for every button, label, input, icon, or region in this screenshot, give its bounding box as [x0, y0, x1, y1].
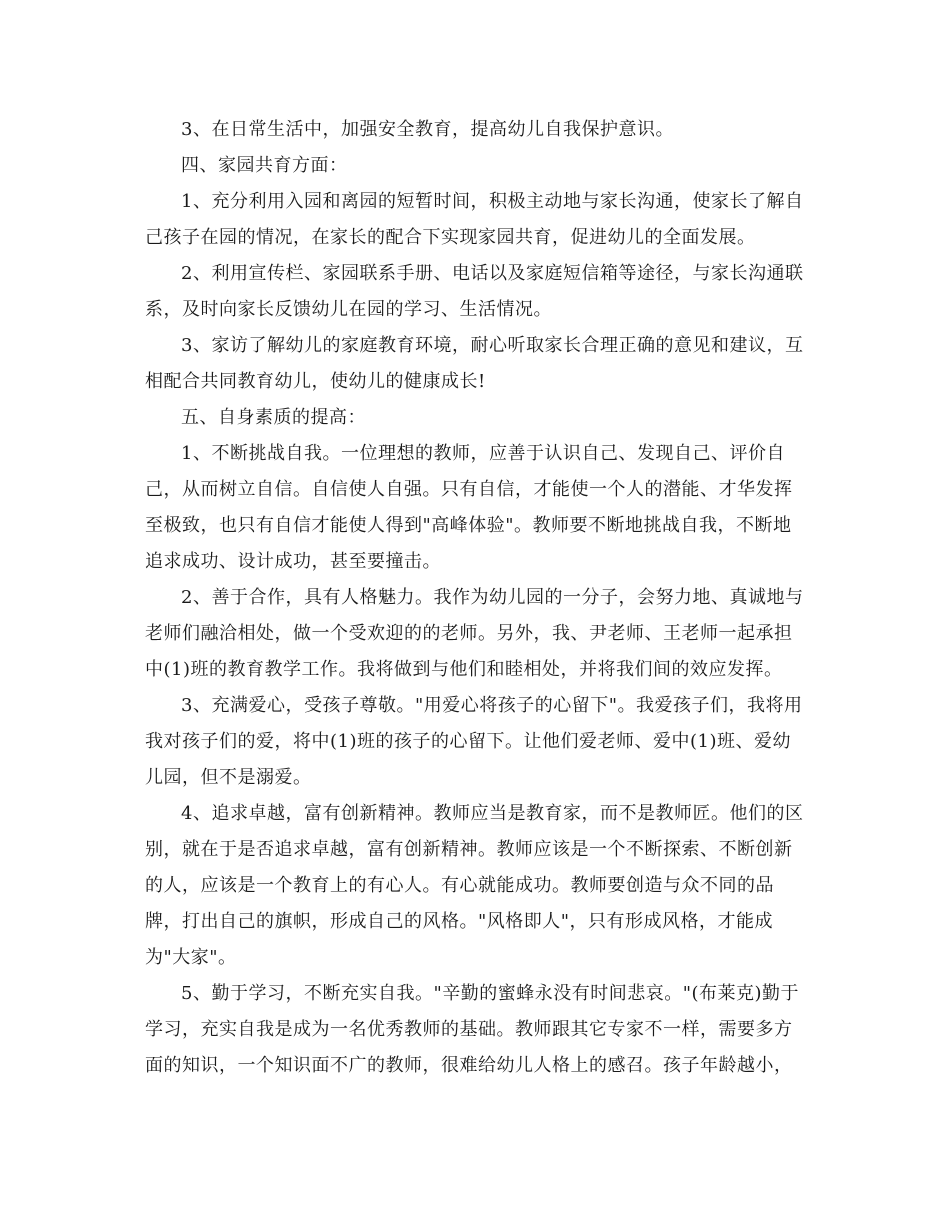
- paragraph-parent-communication: 1、充分利用入园和离园的短暂时间，积极主动地与家长沟通，使家长了解自 己孩子在园的情况，在家长的配合下实现家园共育，促进幼儿的全面发展。: [145, 191, 804, 248]
- section-heading-self-improvement: 五、自身素质的提高：: [181, 407, 366, 428]
- paragraph-excellence: 4、追求卓越，富有创新精神。教师应当是教育家，而不是教师匠。他们的区 别，就在于是否追求卓越，富有创新精神。教师应该是一个不断探索、不断创新 的人，应该是一个教育上的有心人。有心就能成功。教师要创造与众不同的品 牌，打出自己的旗帜，形成自己的风格。"风格即人"，只有形成风格，才能成 为"大家"。: [145, 803, 804, 968]
- paragraph-feedback-channels: 2、利用宣传栏、家园联系手册、电话以及家庭短信箱等途径，与家长沟通联 系，及时向家长反馈幼儿在园的学习、生活情况。: [145, 263, 804, 320]
- section-heading-home-school: 四、家园共育方面：: [181, 155, 348, 176]
- paragraph-challenge-self: 1、不断挑战自我。一位理想的教师，应善于认识自己、发现自己、评价自 己，从而树立自信。自信使人自强。只有自信，才能使一个人的潜能、才华发挥 至极致，也只有自信才能使人得到"高峰体验"。教师要不断地挑战自我，不断地 追求成功、设计成功，甚至要撞击。: [145, 443, 793, 572]
- document-body: [145, 112, 813, 1084]
- paragraph-cooperation: 2、善于合作，具有人格魅力。我作为幼儿园的一分子，会努力地、真诚地与 老师们融洽相处，做一个受欢迎的的老师。另外，我、尹老师、王老师一起承担 中(1)班的教育教学工作。我将做到与他们和睦相处，并将我们间的效应发挥。: [145, 587, 804, 680]
- paragraph-home-visits: 3、家访了解幼儿的家庭教育环境，耐心听取家长合理正确的意见和建议，互 相配合共同教育幼儿，使幼儿的健康成长!: [145, 335, 804, 392]
- paragraph-learning: 5、勤于学习，不断充实自我。"辛勤的蜜蜂永没有时间悲哀。"(布莱克)勤于 学习，充实自我是成为一名优秀教师的基础。教师跟其它专家不一样，需要多方 面的知识，一个知识面不广的教师，很难给幼儿人格上的感召。孩子年龄越小，: [145, 983, 800, 1076]
- paragraph-safety-education: 3、在日常生活中，加强安全教育，提高幼儿自我保护意识。: [181, 119, 674, 140]
- paragraph-caring: 3、充满爱心，受孩子尊敬。"用爱心将孩子的心留下"。我爱孩子们，我将用 我对孩子们的爱，将中(1)班的孩子的心留下。让他们爱老师、爱中(1)班、爱幼 儿园，但不是溺爱。: [145, 695, 803, 788]
